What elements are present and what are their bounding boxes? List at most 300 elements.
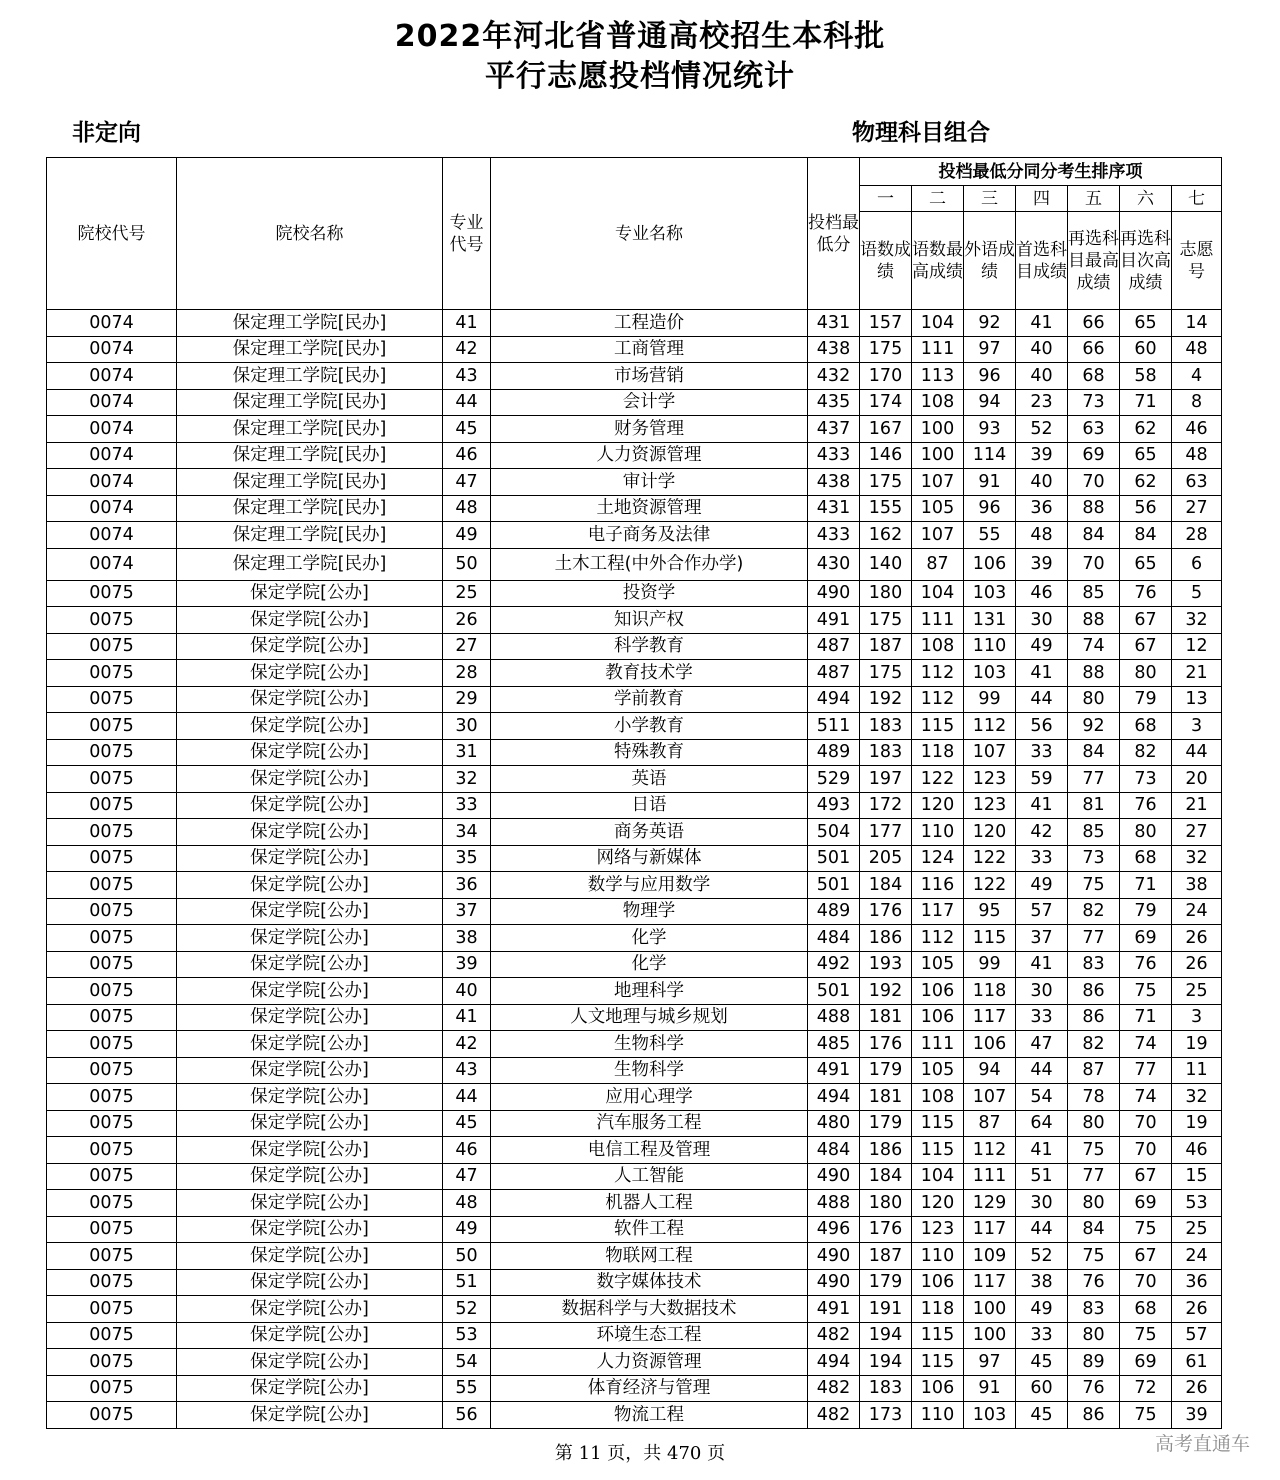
cell-school-name: 保定学院[公办] <box>177 792 443 819</box>
cell-major-name: 地理科学 <box>491 978 808 1005</box>
cell-elective-max: 82 <box>1068 1031 1120 1058</box>
cell-first-subject: 37 <box>1016 925 1068 952</box>
cell-chinese-math-max: 115 <box>912 1349 964 1376</box>
category-label: 非定向 <box>72 120 141 146</box>
cell-school-name: 保定学院[公办] <box>177 925 443 952</box>
cell-school-code: 0075 <box>47 660 177 687</box>
header-major-name: 专业名称 <box>491 158 808 310</box>
cell-preference-number: 27 <box>1172 819 1222 846</box>
cell-major-name: 电信工程及管理 <box>491 1137 808 1164</box>
cell-preference-number: 28 <box>1172 522 1222 549</box>
cell-first-subject: 39 <box>1016 442 1068 469</box>
cell-first-subject: 33 <box>1016 1004 1068 1031</box>
cell-major-name: 工程造价 <box>491 310 808 337</box>
cell-major-name: 教育技术学 <box>491 660 808 687</box>
cell-foreign-language: 120 <box>964 819 1016 846</box>
cell-major-name: 小学教育 <box>491 713 808 740</box>
header-rank-1: 一 <box>860 186 912 212</box>
cell-elective-second: 75 <box>1120 1322 1172 1349</box>
cell-first-subject: 59 <box>1016 766 1068 793</box>
cell-major-code: 36 <box>443 872 491 899</box>
cell-school-code: 0075 <box>47 686 177 713</box>
header-item-first-subject: 首选科目成绩 <box>1016 212 1068 310</box>
cell-chinese-math-max: 118 <box>912 739 964 766</box>
cell-foreign-language: 97 <box>964 1349 1016 1376</box>
cell-major-name: 汽车服务工程 <box>491 1110 808 1137</box>
cell-preference-number: 26 <box>1172 925 1222 952</box>
cell-chinese-math-max: 120 <box>912 792 964 819</box>
cell-min-score: 484 <box>808 925 860 952</box>
cell-school-name: 保定学院[公办] <box>177 1402 443 1429</box>
table-row <box>47 495 1222 522</box>
cell-school-code: 0074 <box>47 363 177 390</box>
cell-chinese-math: 179 <box>860 1110 912 1137</box>
table-row <box>47 1269 1222 1296</box>
cell-major-name: 网络与新媒体 <box>491 845 808 872</box>
cell-elective-second: 70 <box>1120 1269 1172 1296</box>
cell-foreign-language: 106 <box>964 1031 1016 1058</box>
cell-first-subject: 45 <box>1016 1402 1068 1429</box>
cell-min-score: 484 <box>808 1137 860 1164</box>
header-rank-6: 六 <box>1120 186 1172 212</box>
cell-foreign-language: 129 <box>964 1190 1016 1217</box>
cell-chinese-math: 194 <box>860 1349 912 1376</box>
cell-chinese-math: 173 <box>860 1402 912 1429</box>
cell-chinese-math-max: 111 <box>912 336 964 363</box>
cell-major-code: 43 <box>443 1057 491 1084</box>
cell-school-code: 0075 <box>47 845 177 872</box>
cell-first-subject: 33 <box>1016 739 1068 766</box>
cell-elective-second: 76 <box>1120 792 1172 819</box>
cell-chinese-math: 184 <box>860 1163 912 1190</box>
cell-major-name: 土木工程(中外合作办学) <box>491 548 808 580</box>
cell-school-name: 保定理工学院[民办] <box>177 548 443 580</box>
cell-school-name: 保定学院[公办] <box>177 1190 443 1217</box>
cell-major-name: 财务管理 <box>491 416 808 443</box>
cell-school-name: 保定学院[公办] <box>177 766 443 793</box>
cell-chinese-math-max: 110 <box>912 1402 964 1429</box>
cell-school-name: 保定理工学院[民办] <box>177 389 443 416</box>
cell-school-name: 保定理工学院[民办] <box>177 469 443 496</box>
table-row <box>47 607 1222 634</box>
cell-first-subject: 44 <box>1016 1057 1068 1084</box>
cell-major-code: 26 <box>443 607 491 634</box>
cell-chinese-math-max: 108 <box>912 1084 964 1111</box>
cell-school-code: 0075 <box>47 1084 177 1111</box>
cell-school-code: 0074 <box>47 310 177 337</box>
header-rank-4: 四 <box>1016 186 1068 212</box>
cell-preference-number: 4 <box>1172 363 1222 390</box>
cell-elective-max: 80 <box>1068 1322 1120 1349</box>
cell-preference-number: 26 <box>1172 951 1222 978</box>
cell-chinese-math-max: 112 <box>912 686 964 713</box>
cell-min-score: 487 <box>808 660 860 687</box>
cell-chinese-math-max: 107 <box>912 522 964 549</box>
cell-min-score: 438 <box>808 336 860 363</box>
cell-chinese-math: 187 <box>860 633 912 660</box>
cell-elective-second: 68 <box>1120 845 1172 872</box>
cell-preference-number: 19 <box>1172 1031 1222 1058</box>
cell-elective-max: 66 <box>1068 310 1120 337</box>
header-rank-2: 二 <box>912 186 964 212</box>
watermark: 高考直通车 <box>1154 1433 1250 1455</box>
table-row <box>47 336 1222 363</box>
cell-chinese-math: 179 <box>860 1057 912 1084</box>
cell-school-code: 0074 <box>47 495 177 522</box>
cell-min-score: 490 <box>808 1163 860 1190</box>
cell-foreign-language: 96 <box>964 495 1016 522</box>
cell-chinese-math: 157 <box>860 310 912 337</box>
table-row <box>47 442 1222 469</box>
cell-elective-max: 86 <box>1068 1402 1120 1429</box>
cell-first-subject: 49 <box>1016 633 1068 660</box>
cell-chinese-math-max: 107 <box>912 469 964 496</box>
table-row <box>47 1216 1222 1243</box>
cell-chinese-math: 155 <box>860 495 912 522</box>
cell-major-name: 学前教育 <box>491 686 808 713</box>
cell-major-name: 体育经济与管理 <box>491 1375 808 1402</box>
header-min-score: 投档最低分 <box>808 158 860 310</box>
cell-major-name: 数字媒体技术 <box>491 1269 808 1296</box>
cell-chinese-math: 172 <box>860 792 912 819</box>
cell-major-code: 42 <box>443 336 491 363</box>
cell-elective-max: 76 <box>1068 1269 1120 1296</box>
cell-school-code: 0075 <box>47 898 177 925</box>
cell-elective-max: 63 <box>1068 416 1120 443</box>
cell-preference-number: 12 <box>1172 633 1222 660</box>
cell-first-subject: 39 <box>1016 548 1068 580</box>
cell-preference-number: 63 <box>1172 469 1222 496</box>
cell-foreign-language: 103 <box>964 580 1016 607</box>
cell-foreign-language: 94 <box>964 1057 1016 1084</box>
cell-min-score: 487 <box>808 633 860 660</box>
table-row <box>47 1110 1222 1137</box>
cell-first-subject: 46 <box>1016 580 1068 607</box>
cell-chinese-math-max: 115 <box>912 713 964 740</box>
cell-chinese-math-max: 115 <box>912 1110 964 1137</box>
cell-min-score: 491 <box>808 607 860 634</box>
cell-min-score: 529 <box>808 766 860 793</box>
cell-chinese-math-max: 105 <box>912 951 964 978</box>
table-row <box>47 1004 1222 1031</box>
cell-elective-second: 75 <box>1120 1216 1172 1243</box>
cell-preference-number: 19 <box>1172 1110 1222 1137</box>
cell-elective-max: 86 <box>1068 978 1120 1005</box>
table-row <box>47 633 1222 660</box>
cell-chinese-math-max: 120 <box>912 1190 964 1217</box>
subject-combination-label: 物理科目组合 <box>852 120 990 146</box>
cell-foreign-language: 96 <box>964 363 1016 390</box>
cell-first-subject: 38 <box>1016 1269 1068 1296</box>
cell-first-subject: 60 <box>1016 1375 1068 1402</box>
table-row <box>47 1322 1222 1349</box>
cell-foreign-language: 94 <box>964 389 1016 416</box>
cell-elective-max: 84 <box>1068 522 1120 549</box>
cell-foreign-language: 99 <box>964 951 1016 978</box>
cell-foreign-language: 97 <box>964 336 1016 363</box>
cell-chinese-math: 181 <box>860 1004 912 1031</box>
cell-elective-max: 88 <box>1068 660 1120 687</box>
cell-chinese-math-max: 113 <box>912 363 964 390</box>
cell-elective-max: 78 <box>1068 1084 1120 1111</box>
cell-school-code: 0075 <box>47 1190 177 1217</box>
table-row <box>47 845 1222 872</box>
cell-first-subject: 41 <box>1016 951 1068 978</box>
cell-major-code: 50 <box>443 548 491 580</box>
cell-major-code: 56 <box>443 1402 491 1429</box>
cell-school-code: 0075 <box>47 1216 177 1243</box>
header-rank-7: 七 <box>1172 186 1222 212</box>
cell-major-name: 土地资源管理 <box>491 495 808 522</box>
cell-major-code: 25 <box>443 580 491 607</box>
document-subtitle: 平行志愿投档情况统计 <box>485 59 795 94</box>
cell-first-subject: 40 <box>1016 363 1068 390</box>
cell-major-name: 人工智能 <box>491 1163 808 1190</box>
cell-chinese-math-max: 108 <box>912 389 964 416</box>
cell-elective-second: 60 <box>1120 336 1172 363</box>
cell-foreign-language: 91 <box>964 469 1016 496</box>
cell-school-name: 保定学院[公办] <box>177 819 443 846</box>
cell-major-code: 44 <box>443 1084 491 1111</box>
cell-chinese-math: 175 <box>860 660 912 687</box>
cell-chinese-math: 146 <box>860 442 912 469</box>
cell-chinese-math-max: 123 <box>912 1216 964 1243</box>
cell-first-subject: 52 <box>1016 416 1068 443</box>
cell-major-code: 29 <box>443 686 491 713</box>
header-rank-3: 三 <box>964 186 1016 212</box>
cell-preference-number: 46 <box>1172 416 1222 443</box>
header-school-code: 院校代号 <box>47 158 177 310</box>
cell-school-name: 保定学院[公办] <box>177 898 443 925</box>
cell-preference-number: 14 <box>1172 310 1222 337</box>
cell-first-subject: 48 <box>1016 522 1068 549</box>
cell-first-subject: 41 <box>1016 792 1068 819</box>
cell-elective-max: 66 <box>1068 336 1120 363</box>
table-row <box>47 766 1222 793</box>
cell-major-name: 特殊教育 <box>491 739 808 766</box>
cell-school-name: 保定理工学院[民办] <box>177 442 443 469</box>
cell-school-code: 0075 <box>47 1402 177 1429</box>
cell-major-code: 40 <box>443 978 491 1005</box>
cell-chinese-math: 180 <box>860 1190 912 1217</box>
cell-major-code: 51 <box>443 1269 491 1296</box>
cell-major-name: 数据科学与大数据技术 <box>491 1296 808 1323</box>
cell-school-name: 保定理工学院[民办] <box>177 495 443 522</box>
cell-school-name: 保定学院[公办] <box>177 1269 443 1296</box>
cell-major-name: 环境生态工程 <box>491 1322 808 1349</box>
cell-foreign-language: 115 <box>964 925 1016 952</box>
cell-min-score: 485 <box>808 1031 860 1058</box>
cell-school-code: 0074 <box>47 389 177 416</box>
cell-chinese-math-max: 104 <box>912 580 964 607</box>
cell-school-name: 保定学院[公办] <box>177 580 443 607</box>
cell-major-name: 物联网工程 <box>491 1243 808 1270</box>
cell-chinese-math-max: 115 <box>912 1137 964 1164</box>
cell-elective-max: 85 <box>1068 580 1120 607</box>
cell-foreign-language: 100 <box>964 1322 1016 1349</box>
cell-chinese-math-max: 105 <box>912 495 964 522</box>
table-row <box>47 951 1222 978</box>
cell-major-code: 37 <box>443 898 491 925</box>
cell-school-code: 0075 <box>47 766 177 793</box>
cell-elective-second: 70 <box>1120 1110 1172 1137</box>
table-row <box>47 310 1222 337</box>
cell-preference-number: 27 <box>1172 495 1222 522</box>
cell-school-code: 0075 <box>47 739 177 766</box>
cell-foreign-language: 122 <box>964 872 1016 899</box>
cell-min-score: 494 <box>808 1349 860 1376</box>
cell-major-code: 50 <box>443 1243 491 1270</box>
cell-major-code: 53 <box>443 1322 491 1349</box>
cell-chinese-math: 140 <box>860 548 912 580</box>
cell-min-score: 491 <box>808 1296 860 1323</box>
header-item-chinese-math-max: 语数最高成绩 <box>912 212 964 310</box>
cell-elective-second: 69 <box>1120 925 1172 952</box>
cell-elective-second: 67 <box>1120 633 1172 660</box>
cell-school-name: 保定学院[公办] <box>177 1216 443 1243</box>
header-school-name: 院校名称 <box>177 158 443 310</box>
cell-min-score: 492 <box>808 951 860 978</box>
table-row <box>47 580 1222 607</box>
cell-min-score: 432 <box>808 363 860 390</box>
cell-min-score: 501 <box>808 978 860 1005</box>
cell-first-subject: 33 <box>1016 1322 1068 1349</box>
cell-elective-second: 84 <box>1120 522 1172 549</box>
cell-school-code: 0075 <box>47 1163 177 1190</box>
cell-major-code: 28 <box>443 660 491 687</box>
cell-chinese-math: 184 <box>860 872 912 899</box>
cell-chinese-math-max: 105 <box>912 1057 964 1084</box>
cell-elective-max: 74 <box>1068 633 1120 660</box>
cell-min-score: 496 <box>808 1216 860 1243</box>
table-row <box>47 872 1222 899</box>
cell-min-score: 488 <box>808 1190 860 1217</box>
table-row <box>47 1349 1222 1376</box>
cell-chinese-math-max: 106 <box>912 1269 964 1296</box>
cell-min-score: 501 <box>808 872 860 899</box>
cell-first-subject: 64 <box>1016 1110 1068 1137</box>
cell-first-subject: 47 <box>1016 1031 1068 1058</box>
table-row <box>47 1137 1222 1164</box>
cell-foreign-language: 99 <box>964 686 1016 713</box>
table-row <box>47 1163 1222 1190</box>
cell-min-score: 489 <box>808 898 860 925</box>
table-row <box>47 819 1222 846</box>
cell-foreign-language: 114 <box>964 442 1016 469</box>
cell-major-code: 35 <box>443 845 491 872</box>
cell-school-name: 保定理工学院[民办] <box>177 363 443 390</box>
cell-major-code: 32 <box>443 766 491 793</box>
cell-preference-number: 44 <box>1172 739 1222 766</box>
cell-major-code: 54 <box>443 1349 491 1376</box>
table-row <box>47 660 1222 687</box>
cell-elective-max: 73 <box>1068 845 1120 872</box>
cell-preference-number: 25 <box>1172 1216 1222 1243</box>
cell-elective-max: 73 <box>1068 389 1120 416</box>
cell-chinese-math: 194 <box>860 1322 912 1349</box>
table-row <box>47 1190 1222 1217</box>
cell-preference-number: 61 <box>1172 1349 1222 1376</box>
cell-foreign-language: 100 <box>964 1296 1016 1323</box>
cell-school-code: 0074 <box>47 522 177 549</box>
cell-min-score: 489 <box>808 739 860 766</box>
cell-elective-second: 65 <box>1120 442 1172 469</box>
cell-school-code: 0075 <box>47 978 177 1005</box>
cell-first-subject: 49 <box>1016 1296 1068 1323</box>
cell-chinese-math: 175 <box>860 607 912 634</box>
cell-first-subject: 30 <box>1016 978 1068 1005</box>
cell-foreign-language: 55 <box>964 522 1016 549</box>
table-row <box>47 416 1222 443</box>
cell-first-subject: 49 <box>1016 872 1068 899</box>
cell-elective-second: 58 <box>1120 363 1172 390</box>
cell-elective-max: 88 <box>1068 495 1120 522</box>
header-item-chinese-math: 语数成绩 <box>860 212 912 310</box>
cell-first-subject: 42 <box>1016 819 1068 846</box>
cell-school-name: 保定学院[公办] <box>177 739 443 766</box>
cell-elective-second: 73 <box>1120 766 1172 793</box>
cell-elective-max: 77 <box>1068 1163 1120 1190</box>
cell-chinese-math: 175 <box>860 336 912 363</box>
cell-foreign-language: 107 <box>964 1084 1016 1111</box>
cell-foreign-language: 87 <box>964 1110 1016 1137</box>
cell-major-name: 软件工程 <box>491 1216 808 1243</box>
cell-major-name: 化学 <box>491 951 808 978</box>
cell-school-code: 0075 <box>47 872 177 899</box>
cell-elective-max: 81 <box>1068 792 1120 819</box>
cell-school-name: 保定学院[公办] <box>177 1057 443 1084</box>
cell-major-code: 46 <box>443 1137 491 1164</box>
cell-school-code: 0075 <box>47 1031 177 1058</box>
cell-school-code: 0074 <box>47 469 177 496</box>
cell-chinese-math: 186 <box>860 925 912 952</box>
cell-first-subject: 44 <box>1016 686 1068 713</box>
cell-first-subject: 30 <box>1016 1190 1068 1217</box>
table-row <box>47 389 1222 416</box>
cell-elective-max: 80 <box>1068 686 1120 713</box>
cell-chinese-math: 193 <box>860 951 912 978</box>
cell-major-code: 41 <box>443 310 491 337</box>
cell-elective-second: 69 <box>1120 1349 1172 1376</box>
cell-major-code: 41 <box>443 1004 491 1031</box>
cell-chinese-math-max: 111 <box>912 607 964 634</box>
cell-foreign-language: 112 <box>964 713 1016 740</box>
cell-min-score: 494 <box>808 686 860 713</box>
cell-elective-second: 79 <box>1120 898 1172 925</box>
cell-major-name: 人力资源管理 <box>491 1349 808 1376</box>
header-rank-5: 五 <box>1068 186 1120 212</box>
table-row <box>47 792 1222 819</box>
cell-first-subject: 30 <box>1016 607 1068 634</box>
cell-first-subject: 23 <box>1016 389 1068 416</box>
table-row <box>47 522 1222 549</box>
cell-first-subject: 51 <box>1016 1163 1068 1190</box>
cell-foreign-language: 123 <box>964 766 1016 793</box>
cell-preference-number: 53 <box>1172 1190 1222 1217</box>
cell-major-code: 49 <box>443 522 491 549</box>
cell-elective-second: 71 <box>1120 1004 1172 1031</box>
cell-major-code: 43 <box>443 363 491 390</box>
cell-school-code: 0074 <box>47 336 177 363</box>
cell-elective-second: 77 <box>1120 1057 1172 1084</box>
cell-elective-second: 75 <box>1120 978 1172 1005</box>
cell-foreign-language: 109 <box>964 1243 1016 1270</box>
table-row <box>47 925 1222 952</box>
cell-min-score: 480 <box>808 1110 860 1137</box>
cell-first-subject: 57 <box>1016 898 1068 925</box>
cell-elective-second: 80 <box>1120 819 1172 846</box>
cell-foreign-language: 93 <box>964 416 1016 443</box>
